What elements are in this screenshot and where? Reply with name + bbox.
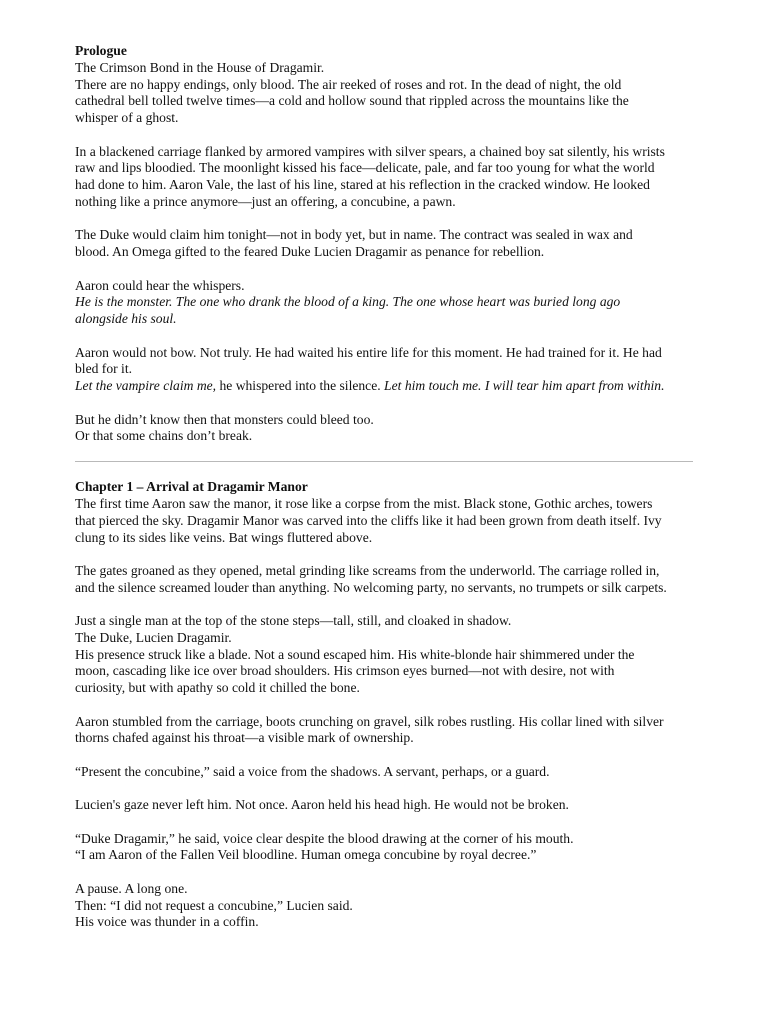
text-line: whisper of a ghost. <box>75 110 179 126</box>
text-line: cathedral bell tolled twelve times—a cold and hollow sound that rippled across the mountains like the <box>75 93 629 109</box>
paragraph <box>75 496 693 546</box>
paragraph <box>75 563 693 597</box>
text-line: Aaron would not bow. Not truly. He had waited his entire life for this moment. He had trained for it. He had <box>75 344 662 360</box>
text-line: Aaron stumbled from the carriage, boots crunching on gravel, silk robes rustling. His collar lined with silver <box>75 713 664 729</box>
paragraph <box>75 278 693 328</box>
text-line: A pause. A long one. <box>75 880 188 896</box>
chapter-heading: Chapter 1 – Arrival at Dragamir Manor <box>75 479 308 495</box>
text-line: The Duke would claim him tonight—not in body yet, but in name. The contract was sealed in wax and <box>75 227 633 243</box>
text-line: moon, cascading like ice over broad shoulders. His crimson eyes burned—not with desire, not with <box>75 663 615 679</box>
paragraph <box>75 831 693 865</box>
plain-span: he whispered into the silence. <box>216 378 385 394</box>
paragraph <box>75 881 693 931</box>
prologue-subtitle: The Crimson Bond in the House of Dragamir. <box>75 59 325 75</box>
text-line: “Present the concubine,” said a voice from the shadows. A servant, perhaps, or a guard. <box>75 763 550 779</box>
text-line: His voice was thunder in a coffin. <box>75 914 259 930</box>
italic-text-line: alongside his soul. <box>75 311 177 327</box>
section-divider <box>75 461 693 462</box>
text-line: clung to its sides like veins. Bat wings fluttered above. <box>75 529 373 545</box>
text-line: that pierced the sky. Dragamir Manor was carved into the cliffs like it had been grown from death itself. Ivy <box>75 512 662 528</box>
document-page <box>75 43 693 931</box>
prologue-heading: Prologue <box>75 43 127 58</box>
text-line: curiosity, but with apathy so cold it chilled the bone. <box>75 680 360 696</box>
text-line: bled for it. <box>75 361 133 377</box>
text-line: The first time Aaron saw the manor, it rose like a corpse from the mist. Black stone, Gothic arches, towers <box>75 495 653 511</box>
text-line: and the silence screamed louder than anything. No welcoming party, no servants, no trumpets or silk carpets. <box>75 579 667 595</box>
paragraph <box>75 345 693 395</box>
text-line: But he didn’t know then that monsters could bleed too. <box>75 411 374 427</box>
italic-text-line: He is the monster. The one who drank the blood of a king. The one whose heart was buried long ago <box>75 294 621 310</box>
text-line: had done to him. Aaron Vale, the last of his line, stared at his reflection in the cracked window. He looked <box>75 177 650 193</box>
whisper-line <box>75 378 693 395</box>
text-line: Lucien's gaze never left him. Not once. Aaron held his head high. He would not be broken. <box>75 797 569 813</box>
italic-span: Let him touch me. I will tear him apart from within. <box>384 378 665 394</box>
text-line: The Duke, Lucien Dragamir. <box>75 629 232 645</box>
paragraph <box>75 412 693 446</box>
text-line: In a blackened carriage flanked by armored vampires with silver spears, a chained boy sat silently, his wrists <box>75 143 665 159</box>
text-line: His presence struck like a blade. Not a sound escaped him. His white-blonde hair shimmered under the <box>75 646 635 662</box>
text-line: There are no happy endings, only blood. The air reeked of roses and rot. In the dead of night, the old <box>75 76 622 92</box>
text-line: raw and lips bloodied. The moonlight kissed his face—delicate, pale, and far too young for what the world <box>75 160 655 176</box>
text-line: “Duke Dragamir,” he said, voice clear despite the blood drawing at the corner of his mouth. <box>75 830 574 846</box>
italic-span: Let the vampire claim me, <box>75 378 217 394</box>
text-line: blood. An Omega gifted to the feared Duke Lucien Dragamir as penance for rebellion. <box>75 244 545 260</box>
text-line: “I am Aaron of the Fallen Veil bloodline. Human omega concubine by royal decree.” <box>75 847 537 863</box>
paragraph <box>75 797 693 814</box>
text-line: Or that some chains don’t break. <box>75 428 253 444</box>
text-line: The gates groaned as they opened, metal grinding like screams from the underworld. The carriage rolled in, <box>75 562 660 578</box>
text-line: Then: “I did not request a concubine,” Lucien said. <box>75 897 353 913</box>
text-line: nothing like a prince anymore—just an offering, a concubine, a pawn. <box>75 193 456 209</box>
paragraph <box>75 227 693 261</box>
paragraph <box>75 144 693 211</box>
text-line: Aaron could hear the whispers. <box>75 277 245 293</box>
text-line: Just a single man at the top of the stone steps—tall, still, and cloaked in shadow. <box>75 613 512 629</box>
paragraph <box>75 714 693 748</box>
paragraph <box>75 613 693 697</box>
paragraph <box>75 764 693 781</box>
paragraph <box>75 77 693 127</box>
text-line: thorns chafed against his throat—a visible mark of ownership. <box>75 730 414 746</box>
